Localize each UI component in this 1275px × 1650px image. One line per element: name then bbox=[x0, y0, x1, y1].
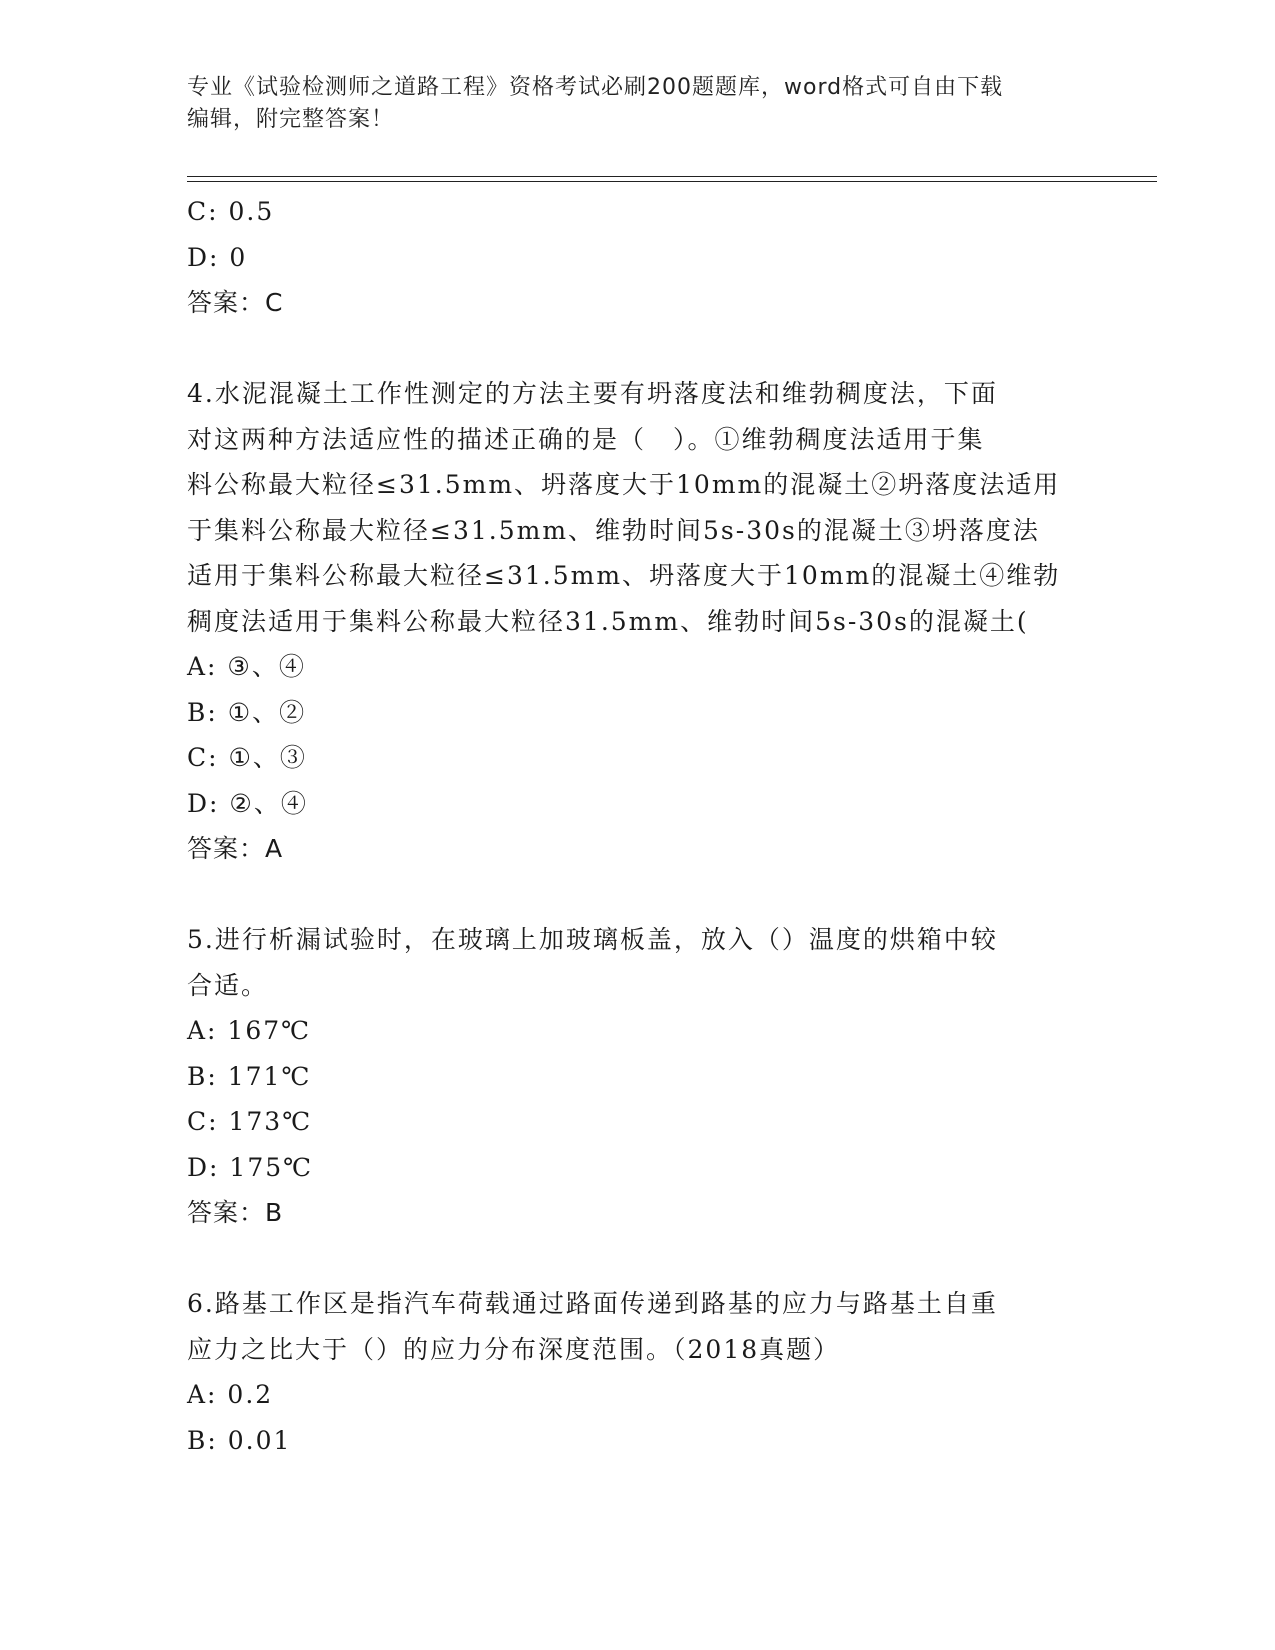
question-5 bbox=[187, 917, 1087, 1236]
question-text-line: 4.水泥混凝土工作性测定的方法主要有坍落度法和维勃稠度法，下面 bbox=[187, 379, 998, 408]
option-a: A: 0.2 bbox=[187, 1380, 274, 1409]
question-text-line: 应力之比大于（）的应力分布深度范围。（2018真题） bbox=[187, 1334, 841, 1364]
option-a: A: ③、④ bbox=[187, 652, 306, 681]
question-text-line: 5.进行析漏试验时，在玻璃上加玻璃板盖，放入（）温度的烘箱中较 bbox=[187, 925, 998, 954]
answer-line: 答案：B bbox=[187, 1198, 284, 1227]
question-text-line: 对这两种方法适应性的描述正确的是（ ）。①维勃稠度法适用于集 bbox=[187, 424, 985, 454]
answer-line: 答案：C bbox=[187, 288, 284, 317]
answer-line: 答案：A bbox=[187, 834, 284, 863]
question-text-line: 于集料公称最大粒径≤31.5mm、维勃时间5s-30s的混凝土③坍落度法 bbox=[187, 515, 1040, 545]
header-divider-bottom bbox=[187, 181, 1157, 182]
question-3-tail bbox=[187, 189, 1087, 326]
option-d: D: ②、④ bbox=[187, 788, 308, 818]
header-line-2: 编辑，附完整答案！ bbox=[187, 107, 395, 132]
question-text-line: 适用于集料公称最大粒径≤31.5mm、坍落度大于10mm的混凝土④维勃 bbox=[187, 561, 1061, 590]
spacer bbox=[187, 326, 1087, 372]
spacer bbox=[187, 872, 1087, 918]
option-b: B: 0.01 bbox=[187, 1425, 292, 1455]
question-6 bbox=[187, 1281, 1087, 1463]
option-a: A: 167℃ bbox=[187, 1016, 312, 1045]
option-c: C: 0.5 bbox=[187, 197, 275, 226]
spacer bbox=[187, 1236, 1087, 1282]
question-text-line: 合适。 bbox=[187, 970, 269, 1000]
question-text-line: 料公称最大粒径≤31.5mm、坍落度大于10mm的混凝土②坍落度法适用 bbox=[187, 470, 1061, 499]
header-divider-top bbox=[187, 176, 1157, 177]
question-text-line: 稠度法适用于集料公称最大粒径31.5mm、维勃时间5s-30s的混凝土( bbox=[187, 606, 1029, 636]
option-c: C: ①、③ bbox=[187, 743, 307, 772]
question-text-line: 6.路基工作区是指汽车荷载通过路面传递到路基的应力与路基土自重 bbox=[187, 1289, 998, 1318]
question-4 bbox=[187, 371, 1087, 872]
option-b: B: 171℃ bbox=[187, 1061, 312, 1091]
document-header bbox=[187, 72, 1087, 136]
option-d: D: 175℃ bbox=[187, 1152, 314, 1182]
header-line-1: 专业《试验检测师之道路工程》资格考试必刷200题题库，word格式可自由下载 bbox=[187, 75, 1004, 100]
option-b: B: ①、② bbox=[187, 697, 307, 727]
document-body bbox=[187, 189, 1087, 1463]
option-c: C: 173℃ bbox=[187, 1107, 313, 1136]
option-d: D: 0 bbox=[187, 242, 248, 272]
